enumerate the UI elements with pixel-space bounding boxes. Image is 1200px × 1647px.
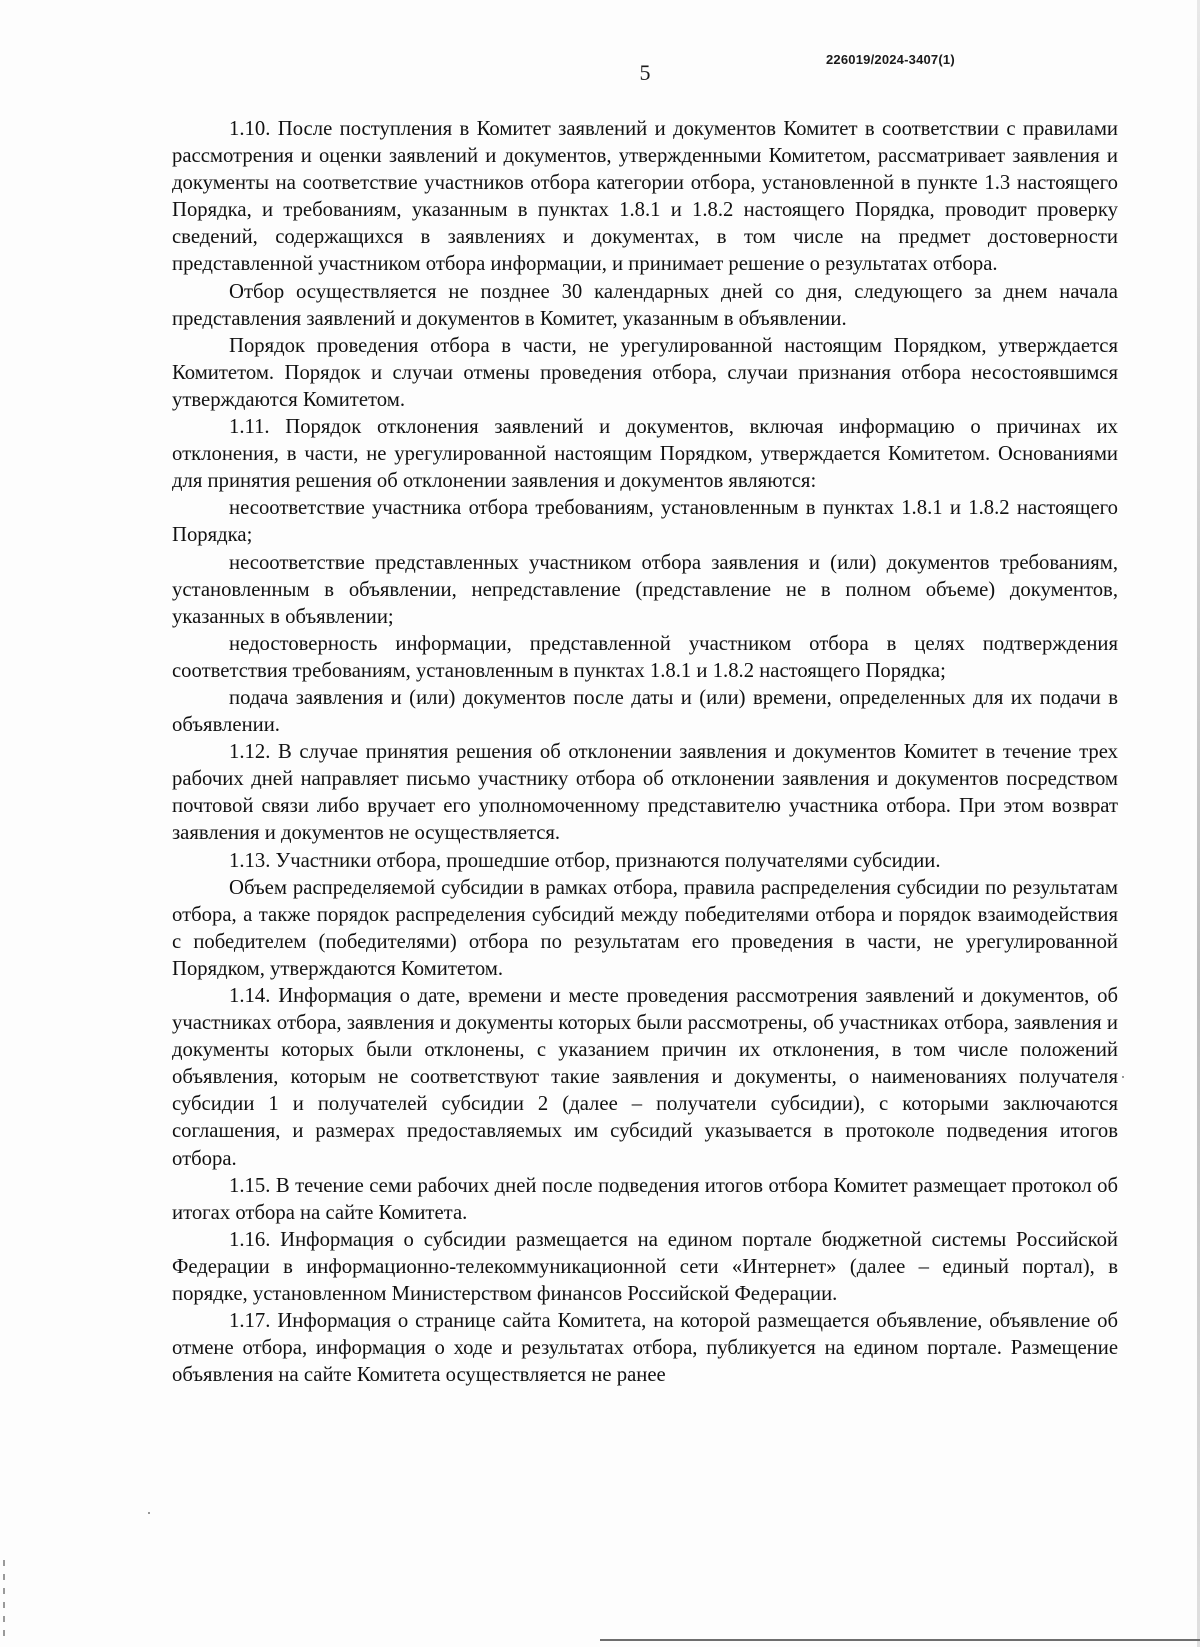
rejection-ground-2: несоответствие представленных участником отбора заявления и (или) документов требованиям, установленным в объявлении, непредставление (представление не в полном объеме) документов, указанных в объявлении; bbox=[172, 551, 1118, 628]
scan-edge-bottom bbox=[600, 1639, 1200, 1641]
rejection-ground-1: несоответствие участника отбора требованиям, установленным в пунктах 1.8.1 и 1.8.2 настоящего Порядка; bbox=[172, 497, 1118, 547]
paragraph-selection-procedure: Порядок проведения отбора в части, не урегулированной настоящим Порядком, утверждается Комитетом. Порядок и случаи отмены проведения отбора, случаи признания отбора несостоявшимся утверждаются Комитетом. bbox=[172, 334, 1118, 411]
paragraph-1-17: 1.17. Информация о странице сайта Комитета, на которой размещается объявление, объявление об отмене отбора, информация о ходе и результатах отбора, публикуется на едином портале. Размещение объявления на сайте Комитета осуществляется не ранее bbox=[172, 1310, 1118, 1387]
paragraph-1-11: 1.11. Порядок отклонения заявлений и документов, включая информацию о причинах их отклонения, в части, не урегулированной настоящим Порядком, утверждается Комитетом. Основаниями для принятия решения об отклонении заявления и документов являются: bbox=[172, 416, 1118, 493]
scan-left-margin-marks bbox=[3, 1560, 5, 1640]
paragraph-1-10: 1.10. После поступления в Комитет заявлений и документов Комитет в соответствии с правилами рассмотрения и оценки заявлений и документов, утвержденными Комитетом, рассматривает заявления и документы на соответствие участников отбора категории отбора, установленной в пункте 1.3 настоящего Порядка, и требованиям, указанным в пунктах 1.8.1 и 1.8.2 настоящего Порядка, проводит проверку сведений, содержащихся в заявлениях и документах, в том числе на предмет достоверности представленной участником отбора информации, и принимает решение о результатах отбора. bbox=[172, 118, 1118, 276]
paragraph-1-15: 1.15. В течение семи рабочих дней после подведения итогов отбора Комитет размещает протокол об итогах отбора на сайте Комитета. bbox=[172, 1174, 1118, 1224]
paragraph-1-13: 1.13. Участники отбора, прошедшие отбор, признаются получателями субсидии. bbox=[229, 849, 941, 872]
page-number: 5 bbox=[639, 60, 651, 85]
paragraph-1-14: 1.14. Информация о дате, времени и месте проведения рассмотрения заявлений и документов, об участниках отбора, заявления и документы которых были рассмотрены, об участниках отбора, заявления и документы которых были отклонены, с указанием причин их отклонения, в том числе положений объявления, которым не соответствуют такие заявления и документы, о наименованиях получателя субсидии 1 и получателей субсидии 2 (далее – получатели субсидии), с которыми заключаются соглашения, и размерах предоставляемых им субсидий указывается в протоколе подведения итогов отбора. bbox=[172, 985, 1118, 1170]
document-registration-number: 226019/2024-3407(1) bbox=[826, 52, 955, 67]
paragraph-1-16: 1.16. Информация о субсидии размещается на едином портале бюджетной системы Российской Федерации в информационно-телекоммуникационной сети «Интернет» (далее – единый портал), в порядке, установленном Министерством финансов Российской Федерации. bbox=[172, 1228, 1118, 1306]
paragraph-1-12: 1.12. В случае принятия решения об отклонении заявления и документов Комитет в течение трех рабочих дней направляет письмо участнику отбора об отклонении заявления и документов посредством почтовой связи либо вручает его уполномоченному представителю участника отбора. При этом возврат заявления и документов не осуществляется. bbox=[172, 741, 1118, 845]
rejection-ground-3: недостоверность информации, представленной участником отбора в целях подтверждения соответствия требованиям, установленным в пунктах 1.8.1 и 1.8.2 настоящего Порядка; bbox=[172, 632, 1118, 682]
scan-speck bbox=[148, 1512, 150, 1514]
scan-speck bbox=[1122, 1076, 1124, 1078]
paragraph-subsidy-volume: Объем распределяемой субсидии в рамках отбора, правила распределения субсидии по результатам отбора, а также порядок распределения субсидий между победителями отбора и порядок взаимодействия с победителем (победителями) отбора по результатам его проведения в части, не урегулированной Порядком, утверждаются Комитетом. bbox=[172, 876, 1118, 980]
rejection-ground-4: подача заявления и (или) документов после даты и (или) времени, определенных для их подачи в объявлении. bbox=[172, 686, 1118, 737]
paragraph-selection-deadline: Отбор осуществляется не позднее 30 календарных дней со дня, следующего за днем начала представления заявлений и документов в Комитет, указанным в объявлении. bbox=[172, 280, 1118, 330]
document-body bbox=[172, 116, 1118, 1389]
